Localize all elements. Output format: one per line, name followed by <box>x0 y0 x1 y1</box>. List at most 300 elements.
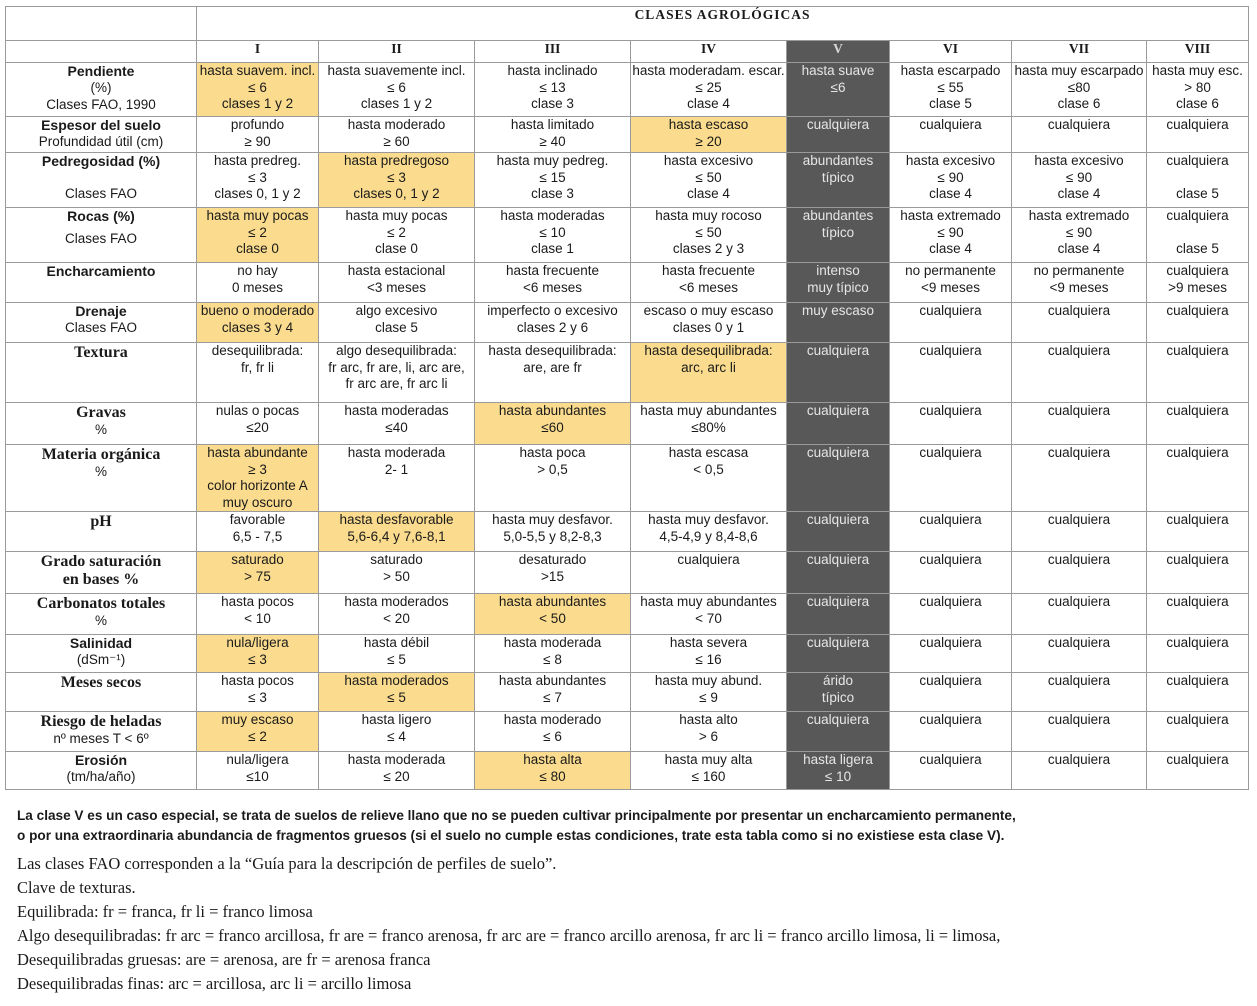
cell-line: ≤ 10 <box>824 768 852 784</box>
cell-espesor-class-iii <box>475 117 631 153</box>
class-header-ii: II <box>319 41 475 63</box>
cell-line: cualquiera <box>1047 635 1111 650</box>
cell-rocas-class-i <box>197 208 319 263</box>
cell-line: muy escaso <box>221 712 294 727</box>
cell-gravas-class-vii <box>1012 403 1147 445</box>
row-label-meses-line-0: Meses secos <box>60 674 142 691</box>
cell-salinidad-class-iii <box>475 635 631 673</box>
cell-meses-class-iv <box>631 673 787 712</box>
cell-line: ≤ 6 <box>543 728 562 744</box>
cell-line: <9 meses <box>921 279 980 295</box>
cell-line: cualquiera <box>1166 673 1229 688</box>
cell-pedregosidad-class-vii <box>1012 153 1147 208</box>
table-row-meses <box>6 673 1249 712</box>
cell-line: ≤ 20 <box>383 768 410 784</box>
cell-line: hasta muy abund. <box>654 673 763 688</box>
cell-line: hasta muy esc. <box>1152 63 1243 78</box>
cell-pendiente-class-iv <box>631 63 787 117</box>
cell-line: cualquiera <box>806 445 870 460</box>
class-header-vii: VII <box>1012 41 1147 63</box>
cell-espesor-class-v <box>787 117 890 153</box>
cell-salinidad-class-vii <box>1012 635 1147 673</box>
cell-line: ≤ 50 <box>695 224 722 240</box>
cell-rocas-class-iii <box>475 208 631 263</box>
cell-line: típico <box>821 169 855 185</box>
cell-line: muy escaso <box>801 303 875 318</box>
cell-line: hasta extremado <box>1028 208 1130 223</box>
cell-line: no hay <box>237 263 278 278</box>
cell-line: ≤ 160 <box>691 768 726 784</box>
cell-ph-class-v <box>787 512 890 552</box>
cell-line: hasta muy rocoso <box>655 208 762 223</box>
class-header-viii: VIII <box>1147 41 1249 63</box>
cell-meses-class-viii <box>1147 673 1249 712</box>
row-label-saturacion <box>6 552 197 594</box>
row-label-pendiente-line-0: Pendiente <box>67 63 135 79</box>
cell-line: ≥ 40 <box>539 133 566 149</box>
cell-line: clases 3 y 4 <box>221 319 294 335</box>
note-fao: Las clases FAO corresponden a la “Guía para la descripción de perfiles de suelo”. <box>17 854 557 873</box>
cell-line: hasta escaso <box>668 117 749 132</box>
cell-line: ≤ 25 <box>695 79 722 95</box>
row-label-salinidad-line-0: Salinidad <box>69 635 133 651</box>
agrological-classes-table <box>5 6 1249 790</box>
cell-encharcamiento-class-vi <box>890 263 1012 303</box>
cell-textura-class-i <box>197 343 319 403</box>
cell-materia-class-vii <box>1012 445 1147 512</box>
table-row-salinidad <box>6 635 1249 673</box>
note-coarse-unbalanced: Desequilibradas gruesas: are = arenosa, are fr = arenosa franca <box>17 950 431 969</box>
cell-pendiente-class-vii <box>1012 63 1147 117</box>
cell-line: cualquiera <box>677 552 740 567</box>
table-row-espesor <box>6 117 1249 153</box>
cell-line: hasta ligera <box>803 752 873 767</box>
cell-textura-class-ii <box>319 343 475 403</box>
row-label-materia <box>6 445 197 512</box>
cell-rocas-class-vi <box>890 208 1012 263</box>
cell-line: cualquiera <box>1166 117 1229 132</box>
table-row-pedregosidad <box>6 153 1249 208</box>
cell-line: ≤ 6 <box>248 79 267 95</box>
row-label-ph <box>6 512 197 552</box>
cell-line: clase 4 <box>929 241 972 256</box>
cell-line: ≤ 50 <box>695 169 722 185</box>
cell-materia-class-viii <box>1147 445 1249 512</box>
cell-line: ≤ 13 <box>539 79 566 95</box>
cell-line: hasta frecuente <box>661 263 756 278</box>
cell-line: ≤ 3 <box>387 169 406 185</box>
cell-line: ≤ 90 <box>1065 169 1093 185</box>
cell-line: clase 5 <box>1176 240 1219 256</box>
cell-carbonatos-class-iii <box>475 594 631 635</box>
table-row-ph <box>6 512 1249 552</box>
cell-line: clase 4 <box>687 186 730 201</box>
corner-cell <box>6 7 197 41</box>
cell-carbonatos-class-viii <box>1147 594 1249 635</box>
cell-line: cualquiera <box>806 403 870 418</box>
row-label-pendiente <box>6 63 197 117</box>
cell-line: cualquiera <box>919 752 982 767</box>
cell-line: ≤ 3 <box>248 169 267 185</box>
cell-heladas-class-vi <box>890 712 1012 752</box>
cell-line: saturado <box>370 552 423 567</box>
cell-materia-class-iv <box>631 445 787 512</box>
cell-erosion-class-vi <box>890 752 1012 790</box>
cell-line: ≥ 60 <box>383 133 410 149</box>
cell-line: ≤ 8 <box>543 651 562 667</box>
cell-gravas-class-ii <box>319 403 475 445</box>
cell-line: clases 0 y 1 <box>672 319 745 335</box>
row-label-espesor-line-1: Profundidad útil (cm) <box>38 134 164 149</box>
cell-line: cualquiera <box>1047 752 1111 767</box>
cell-line: 2- 1 <box>384 461 409 477</box>
cell-encharcamiento-class-ii <box>319 263 475 303</box>
cell-drenaje-class-v <box>787 303 890 343</box>
cell-line: cualquiera <box>1047 594 1111 609</box>
cell-line: cualquiera <box>919 343 982 358</box>
row-label-gravas <box>6 403 197 445</box>
note-class-v-line1: La clase V es un caso especial, se trata de suelos de relieve llano que no se pueden cultivar principalmente por presentar un encharcamiento permanente, <box>17 808 1016 823</box>
cell-line: imperfecto o excesivo <box>487 303 618 318</box>
cell-line: clase 3 <box>531 186 574 201</box>
cell-textura-class-iii <box>475 343 631 403</box>
row-label-ph-line-0: pH <box>90 513 112 530</box>
cell-line: clases 0, 1 y 2 <box>214 186 301 201</box>
cell-line: hasta moderados <box>344 594 449 609</box>
cell-line: saturado <box>231 552 284 567</box>
cell-line: clase 5 <box>929 96 972 111</box>
cell-heladas-class-ii <box>319 712 475 752</box>
table-row-erosion <box>6 752 1249 790</box>
cell-line: nulas o pocas <box>215 403 300 418</box>
cell-line: ≤80% <box>691 419 726 435</box>
cell-gravas-class-viii <box>1147 403 1249 445</box>
cell-line: > 75 <box>244 568 271 584</box>
cell-line: cualquiera <box>1047 343 1111 358</box>
cell-materia-class-v <box>787 445 890 512</box>
cell-line: hasta predreg. <box>213 153 302 168</box>
cell-line: hasta moderada <box>347 752 446 767</box>
row-label-espesor <box>6 117 197 153</box>
cell-pendiente-class-iii <box>475 63 631 117</box>
cell-line: cualquiera <box>1047 512 1111 527</box>
cell-line: hasta moderada <box>503 635 602 650</box>
cell-ph-class-iv <box>631 512 787 552</box>
cell-ph-class-vi <box>890 512 1012 552</box>
cell-line: no permanente <box>905 263 996 278</box>
cell-line: ≤ 2 <box>387 224 406 240</box>
title-row <box>6 7 1249 41</box>
cell-line: ≤60 <box>541 419 564 435</box>
cell-line: clases 1 y 2 <box>360 96 433 111</box>
cell-line: cualquiera <box>1166 594 1229 609</box>
row-label-erosion-line-1: (tm/ha/año) <box>66 769 136 784</box>
cell-heladas-class-iii <box>475 712 631 752</box>
cell-line: arc, arc li <box>681 359 736 375</box>
cell-line: no permanente <box>1033 263 1125 278</box>
cell-carbonatos-class-v <box>787 594 890 635</box>
cell-textura-class-iv <box>631 343 787 403</box>
cell-line: ≤ 55 <box>937 79 964 95</box>
cell-line: hasta muy pocas <box>206 208 309 223</box>
cell-erosion-class-i <box>197 752 319 790</box>
cell-line <box>1148 225 1247 241</box>
cell-line: clase 0 <box>236 241 279 256</box>
cell-saturacion-class-viii <box>1147 552 1249 594</box>
cell-line: < 70 <box>695 610 722 626</box>
row-label-pedregosidad <box>6 153 197 208</box>
cell-line: hasta muy abundantes <box>640 594 777 609</box>
cell-line: cualquiera <box>1166 303 1229 318</box>
cell-heladas-class-i <box>197 712 319 752</box>
cell-line: ≤ 90 <box>1065 224 1093 240</box>
cell-line: desequilibrada: <box>211 343 304 358</box>
cell-line: cualquiera <box>806 552 870 567</box>
cell-gravas-class-v <box>787 403 890 445</box>
cell-line: > 50 <box>383 568 410 584</box>
cell-line: hasta excesivo <box>905 153 996 168</box>
cell-line: clase 6 <box>1057 96 1101 111</box>
corner-cell-2 <box>6 41 197 63</box>
cell-line <box>1148 170 1247 186</box>
cell-line: ≤ 3 <box>248 651 267 667</box>
cell-line: cualquiera <box>919 303 982 318</box>
table-title: CLASES AGROLÓGICAS <box>197 7 1249 41</box>
cell-line: cualquiera <box>1166 752 1229 767</box>
cell-encharcamiento-class-v <box>787 263 890 303</box>
row-label-drenaje-line-1: Clases FAO <box>64 320 138 335</box>
cell-line: cualquiera <box>919 635 982 650</box>
cell-pedregosidad-class-vi <box>890 153 1012 208</box>
row-label-salinidad-line-1: (dSm⁻¹) <box>76 652 126 667</box>
cell-line: intenso <box>816 263 860 278</box>
cell-line: desaturado <box>518 552 587 567</box>
cell-line: cualquiera <box>1166 263 1229 278</box>
table-row-encharcamiento <box>6 263 1249 303</box>
cell-line: cualquiera <box>919 512 982 527</box>
cell-line: cualquiera <box>919 594 982 609</box>
cell-meses-class-v <box>787 673 890 712</box>
cell-line: ≤20 <box>246 419 269 435</box>
cell-saturacion-class-iii <box>475 552 631 594</box>
cell-salinidad-class-i <box>197 635 319 673</box>
cell-line: hasta abundantes <box>498 403 607 418</box>
cell-line: cualquiera <box>1166 635 1229 650</box>
cell-line: clase 4 <box>1057 241 1101 256</box>
cell-heladas-class-v <box>787 712 890 752</box>
cell-pendiente-class-vi <box>890 63 1012 117</box>
cell-line: fr, fr li <box>241 359 274 375</box>
cell-gravas-class-i <box>197 403 319 445</box>
row-label-heladas-line-1: nº meses T < 6º <box>53 731 149 746</box>
cell-line: ≤ 4 <box>387 728 406 744</box>
cell-salinidad-class-v <box>787 635 890 673</box>
cell-heladas-class-iv <box>631 712 787 752</box>
cell-rocas-class-vii <box>1012 208 1147 263</box>
row-label-meses <box>6 673 197 712</box>
cell-line: cualquiera <box>1047 445 1111 460</box>
cell-line: hasta moderado <box>503 712 602 727</box>
row-label-carbonatos-line-0: Carbonatos totales <box>36 595 166 612</box>
cell-line: algo desequilibrada: <box>336 343 457 358</box>
table-row-heladas <box>6 712 1249 752</box>
cell-line: hasta muy pocas <box>345 208 448 223</box>
cell-erosion-class-iii <box>475 752 631 790</box>
cell-pedregosidad-class-v <box>787 153 890 208</box>
cell-line: cualquiera <box>919 712 982 727</box>
note-fine-unbalanced: Desequilibradas finas: arc = arcillosa, arc li = arcillo limosa <box>17 974 412 993</box>
cell-line: hasta severa <box>669 635 748 650</box>
cell-salinidad-class-vi <box>890 635 1012 673</box>
cell-line: hasta suavemente incl. <box>327 63 466 78</box>
cell-line: cualquiera <box>1047 403 1111 418</box>
row-label-erosion-line-0: Erosión <box>74 752 128 768</box>
cell-line: hasta ligero <box>361 712 432 727</box>
row-label-textura <box>6 343 197 403</box>
row-label-textura-line-0: Textura <box>74 344 128 361</box>
cell-line: ≤ 5 <box>387 651 406 667</box>
row-label-heladas-line-0: Riesgo de heladas <box>40 713 162 730</box>
cell-line: hasta alta <box>523 752 582 767</box>
cell-pedregosidad-class-iv <box>631 153 787 208</box>
cell-saturacion-class-iv <box>631 552 787 594</box>
cell-line: ≤ 80 <box>539 768 566 784</box>
cell-line: > 80 <box>1184 79 1211 95</box>
cell-line: hasta moderado <box>347 117 446 132</box>
cell-line: hasta excesivo <box>663 153 754 168</box>
class-header-i: I <box>197 41 319 63</box>
cell-line: ≤ 7 <box>543 689 562 705</box>
cell-line: hasta limitado <box>510 117 595 132</box>
cell-line: algo excesivo <box>355 303 438 318</box>
cell-line: hasta moderadas <box>344 403 449 418</box>
cell-line: típico <box>821 689 855 705</box>
cell-line: fr arc, fr are, li, arc are, <box>328 359 465 375</box>
cell-salinidad-class-iv <box>631 635 787 673</box>
cell-line: ≤ 10 <box>539 224 566 240</box>
cell-pendiente-class-viii <box>1147 63 1249 117</box>
row-label-materia-line-1: % <box>94 464 107 479</box>
row-label-heladas <box>6 712 197 752</box>
cell-line: hasta desequilibrada: <box>644 343 773 358</box>
cell-textura-class-vii <box>1012 343 1147 403</box>
cell-encharcamiento-class-i <box>197 263 319 303</box>
cell-line: hasta abundantes <box>498 594 607 609</box>
cell-line: cualquiera <box>1047 303 1111 318</box>
cell-rocas-class-v <box>787 208 890 263</box>
table-row-drenaje <box>6 303 1249 343</box>
cell-erosion-class-v <box>787 752 890 790</box>
row-label-rocas-line-0: Rocas (%) <box>67 208 135 224</box>
cell-line: <6 meses <box>523 279 582 295</box>
cell-line: clase 1 <box>531 241 574 256</box>
table-row-rocas <box>6 208 1249 263</box>
cell-line: abundantes <box>802 208 874 223</box>
cell-line: hasta muy abundantes <box>640 403 777 418</box>
cell-line: hasta débil <box>363 635 430 650</box>
cell-pendiente-class-i <box>197 63 319 117</box>
cell-line: ≤80 <box>1067 79 1091 95</box>
cell-materia-class-vi <box>890 445 1012 512</box>
cell-line: ≥ 90 <box>244 133 271 149</box>
cell-line: ≤ 90 <box>937 169 964 185</box>
cell-carbonatos-class-ii <box>319 594 475 635</box>
cell-line: cualquiera <box>1166 712 1229 727</box>
cell-line: 0 meses <box>231 279 284 295</box>
cell-salinidad-class-viii <box>1147 635 1249 673</box>
note-balanced: Equilibrada: fr = franca, fr li = franco limosa <box>17 902 313 921</box>
cell-line: cualquiera <box>919 117 982 132</box>
cell-gravas-class-iii <box>475 403 631 445</box>
cell-ph-class-iii <box>475 512 631 552</box>
cell-rocas-class-iv <box>631 208 787 263</box>
cell-line: cualquiera <box>1166 552 1229 567</box>
cell-meses-class-i <box>197 673 319 712</box>
cell-line: nula/ligera <box>226 635 289 650</box>
cell-line: árido <box>822 673 854 688</box>
cell-carbonatos-class-i <box>197 594 319 635</box>
cell-line: ≤40 <box>385 419 408 435</box>
cell-line: cualquiera <box>919 552 982 567</box>
cell-gravas-class-vi <box>890 403 1012 445</box>
cell-materia-class-iii <box>475 445 631 512</box>
table-row-materia <box>6 445 1249 512</box>
cell-line: hasta pocos <box>221 673 294 688</box>
cell-meses-class-vii <box>1012 673 1147 712</box>
cell-line: cualquiera <box>1047 712 1111 727</box>
cell-line: hasta moderados <box>344 673 449 688</box>
cell-line: clase 5 <box>375 319 418 335</box>
cell-line: cualquiera <box>806 594 870 609</box>
class-header-v: V <box>787 41 890 63</box>
cell-textura-class-viii <box>1147 343 1249 403</box>
class-header-iv: IV <box>631 41 787 63</box>
cell-line: <6 meses <box>679 279 738 295</box>
table-row-pendiente <box>6 63 1249 117</box>
cell-line: cualquiera <box>806 512 870 527</box>
cell-line: hasta alto <box>679 712 738 727</box>
cell-line: clases 1 y 2 <box>221 96 294 111</box>
cell-meses-class-iii <box>475 673 631 712</box>
cell-line: cualquiera <box>1047 117 1111 132</box>
cell-line: nula/ligera <box>226 752 289 767</box>
cell-line: hasta muy desfavor. <box>648 512 769 527</box>
row-label-salinidad <box>6 635 197 673</box>
cell-encharcamiento-class-iii <box>475 263 631 303</box>
cell-line: escaso o muy escaso <box>643 303 774 318</box>
cell-line: < 0,5 <box>693 461 724 477</box>
cell-erosion-class-vii <box>1012 752 1147 790</box>
cell-espesor-class-i <box>197 117 319 153</box>
row-label-erosion <box>6 752 197 790</box>
cell-rocas-class-ii <box>319 208 475 263</box>
cell-carbonatos-class-iv <box>631 594 787 635</box>
cell-line: hasta moderada <box>347 445 446 460</box>
cell-pendiente-class-v <box>787 63 890 117</box>
cell-line: cualquiera <box>919 673 982 688</box>
cell-espesor-class-vi <box>890 117 1012 153</box>
cell-line: ≤ 2 <box>248 728 267 744</box>
cell-line: favorable <box>229 512 286 527</box>
cell-saturacion-class-i <box>197 552 319 594</box>
cell-line: hasta predregoso <box>343 153 450 168</box>
cell-espesor-class-iv <box>631 117 787 153</box>
cell-line: clase 6 <box>1176 96 1219 111</box>
cell-line: cualquiera <box>806 712 870 727</box>
cell-line: 4,5-4,9 y 8,4-8,6 <box>659 528 758 544</box>
cell-line: clase 4 <box>687 96 730 111</box>
row-label-carbonatos-line-1: % <box>94 613 107 628</box>
